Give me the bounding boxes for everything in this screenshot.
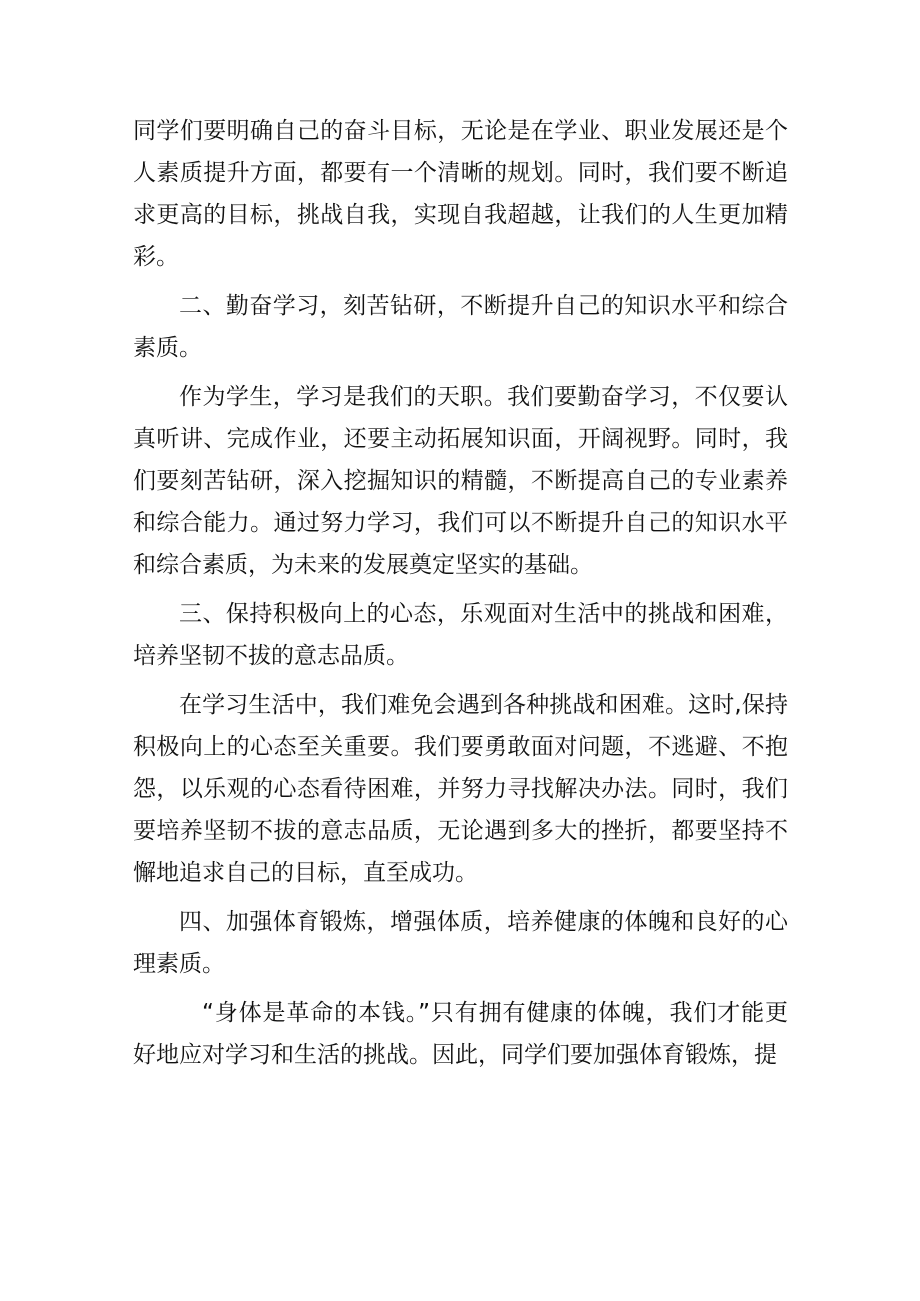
paragraph-attitude: 在学习生活中，我们难免会遇到各种挑战和困难。这时,保持积极向上的心态至关重要。我们要勇敢面对问题，不逃避、不抱怨，以乐观的心态看待困难，并努力寻找解决办法。同时，我们要培养坚韧不拔的意志品质，无论遇到多大的挫折，都要坚持不懈地追求自己的目标，直至成功。 bbox=[133, 692, 788, 886]
heading-section-four: 四、加强体育锻炼，增强体质，培养健康的体魄和良好的心理素质。 bbox=[133, 909, 788, 977]
heading-section-three: 三、保持积极向上的心态，乐观面对生活中的挑战和困难，培养坚韧不拔的意志品质。 bbox=[133, 601, 788, 669]
paragraph-goals: 同学们要明确自己的奋斗目标，无论是在学业、职业发展还是个人素质提升方面，都要有一个清晰的规划。同时，我们要不断追求更高的目标，挑战自我，实现自我超越，让我们的人生更加精彩。 bbox=[133, 118, 788, 270]
heading-section-two: 二、勤奋学习，刻苦钻研，不断提升自己的知识水平和综合素质。 bbox=[133, 293, 788, 361]
paragraph-health: “身体是革命的本钱。”只有拥有健康的体魄，我们才能更好地应对学习和生活的挑战。因此，同学们要加强体育锻炼，提 bbox=[133, 1000, 788, 1068]
document-body bbox=[133, 110, 788, 1083]
paragraph-study: 作为学生，学习是我们的天职。我们要勤奋学习，不仅要认真听讲、完成作业，还要主动拓展知识面，开阔视野。同时，我们要刻苦钻研，深入挖掘知识的精髓，不断提高自己的专业素养和综合能力。通过努力学习，我们可以不断提升自己的知识水平和综合素质，为未来的发展奠定坚实的基础。 bbox=[133, 384, 788, 578]
